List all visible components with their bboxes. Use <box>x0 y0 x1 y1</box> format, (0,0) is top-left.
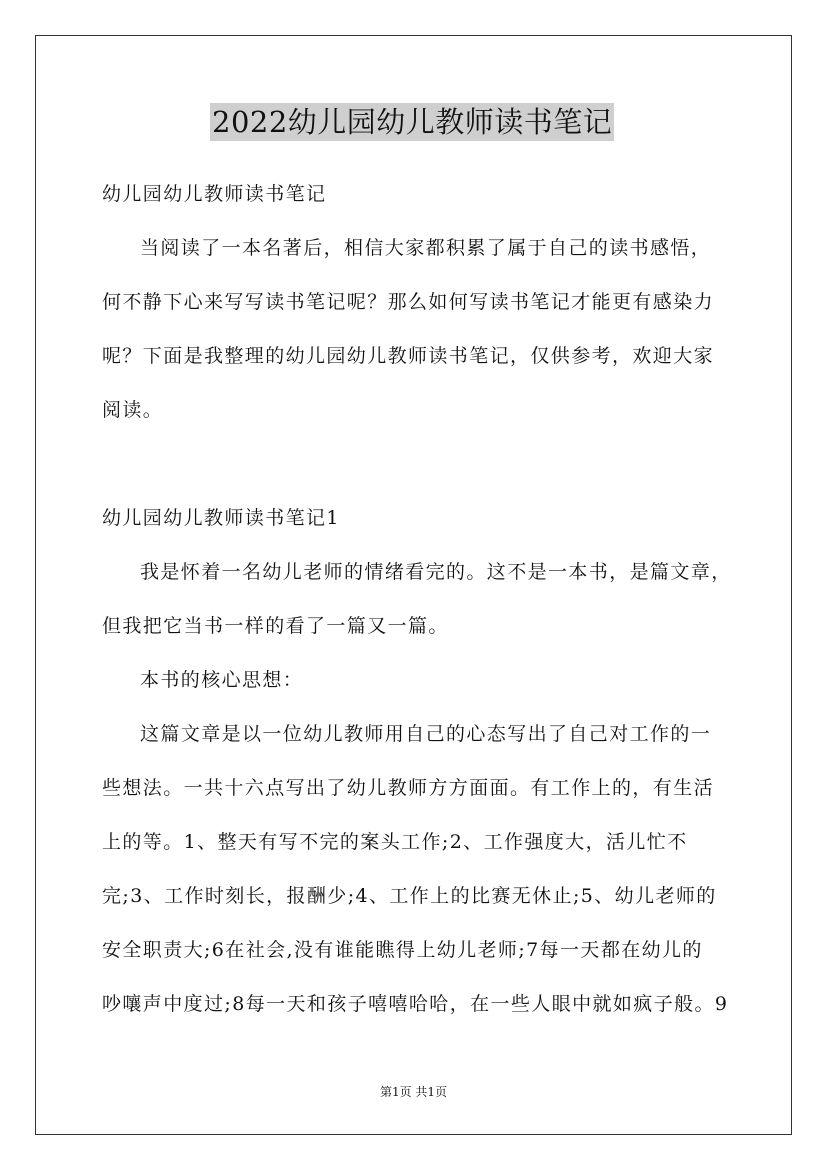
paragraph-line: 我是怀着一名幼儿老师的情绪看完的。这不是一本书，是篇文章， <box>140 561 732 583</box>
paragraph-line: 本书的核心思想： <box>140 669 304 691</box>
page-footer: 第1页 共1页 <box>379 1085 448 1099</box>
paragraph-line: 阅读。 <box>102 399 164 421</box>
document-title: 2022幼儿园幼儿教师读书笔记 <box>212 105 613 139</box>
paragraph-line: 吵嚷声中度过;8每一天和孩子嘻嘻哈哈，在一些人眼中就如疯子般。9 <box>102 993 729 1015</box>
paragraph-line: 安全职责大;6在社会,没有谁能瞧得上幼儿老师;7每一天都在幼儿的 <box>102 939 703 961</box>
paragraph-line: 呢？下面是我整理的幼儿园幼儿教师读书笔记，仅供参考，欢迎大家 <box>102 345 715 367</box>
paragraph-line: 何不静下心来写写读书笔记呢？那么如何写读书笔记才能更有感染力 <box>102 291 715 313</box>
paragraph-line: 完;3、工作时刻长，报酬少;4、工作上的比赛无休止;5、幼儿老师的 <box>102 885 717 907</box>
paragraph-line: 这篇文章是以一位幼儿教师用自己的心态写出了自己对工作的一 <box>140 723 712 745</box>
section-heading: 幼儿园幼儿教师读书笔记1 <box>102 507 340 529</box>
paragraph-line: 但我把它当书一样的看了一篇又一篇。 <box>102 615 449 637</box>
paragraph-line: 当阅读了一本名著后，相信大家都积累了属于自己的读书感悟， <box>140 237 712 259</box>
paragraph-line: 上的等。1、整天有写不完的案头工作;2、工作强度大，活儿忙不 <box>102 831 688 853</box>
paragraph-line: 些想法。一共十六点写出了幼儿教师方方面面。有工作上的，有生活 <box>102 777 715 799</box>
section-heading: 幼儿园幼儿教师读书笔记 <box>102 183 327 205</box>
